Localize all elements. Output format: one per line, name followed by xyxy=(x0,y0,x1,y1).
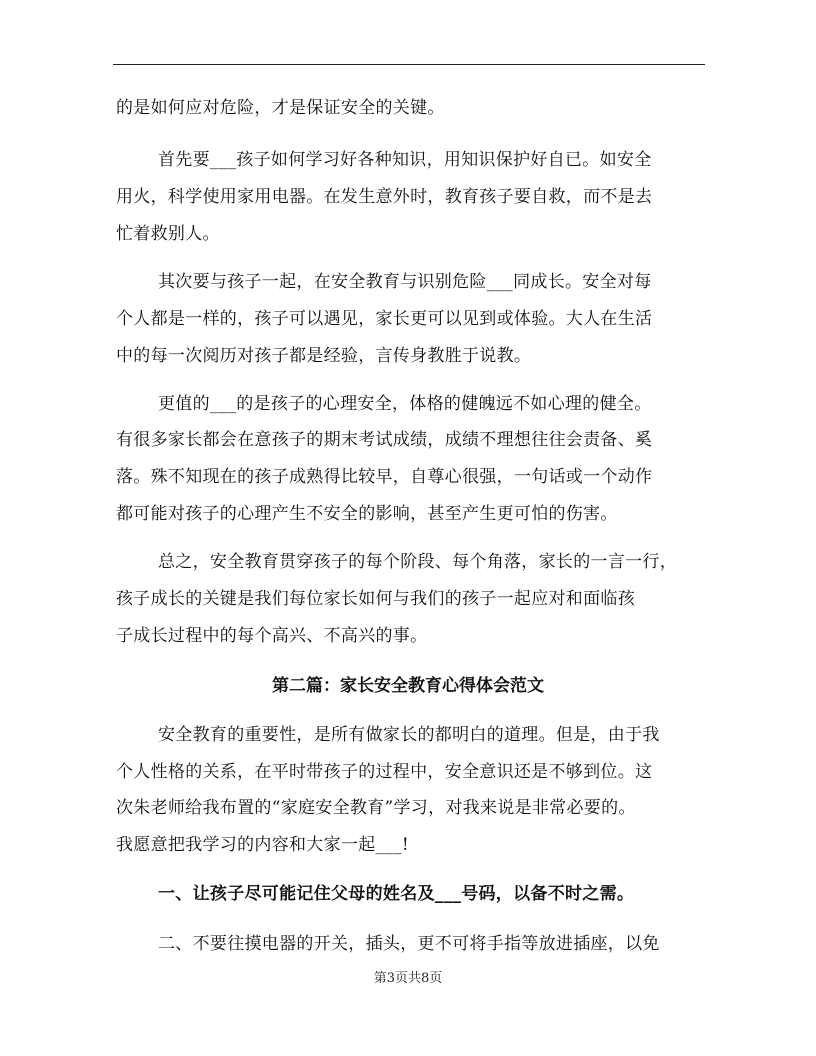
text-line: 孩子成长的关键是我们每位家长如何与我们的孩子一起应对和面临孩 xyxy=(116,589,635,609)
page-number: 第3页共8页 xyxy=(373,971,443,986)
list-item-bold: 一、让孩子尽可能记住父母的姓名及___号码，以备不时之需。 xyxy=(158,884,635,904)
text-line: 总之，安全教育贯穿孩子的每个阶段、每个角落，家长的一言一行， xyxy=(158,552,677,572)
list-item: 二、不要往摸电器的开关，插头，更不可将手指等放进插座，以免 xyxy=(158,934,660,954)
text-line: 次朱老师给我布置的“家庭安全教育”学习，对我来说是非常必要的。 xyxy=(116,798,636,818)
text-line: 落。殊不知现在的孩子成熟得比较早，自尊心很强，一句话或一个动作 xyxy=(116,467,653,487)
text-line: 更值的___的是孩子的心理安全，体格的健魄远不如心理的健全。 xyxy=(158,394,652,414)
text-line: 首先要___孩子如何学习好各种知识，用知识保护好自已。如安全 xyxy=(158,150,652,170)
text-line: 个人都是一样的，孩子可以遇见，家长更可以见到或体验。大人在生活 xyxy=(116,309,653,329)
section-heading: 第二篇：家长安全教育心得体会范文 xyxy=(272,676,544,696)
text-line: 我愿意把我学习的内容和大家一起___! xyxy=(116,835,410,855)
header-rule xyxy=(113,64,705,65)
text-line: 子成长过程中的每个高兴、不高兴的事。 xyxy=(116,626,428,646)
text-line: 安全教育的重要性，是所有做家长的都明白的道理。但是，由于我 xyxy=(158,725,660,745)
text-line: 的是如何应对危险，才是保证安全的关键。 xyxy=(116,98,445,118)
text-line: 都可能对孩子的心理产生不安全的影响，甚至产生更可怕的伤害。 xyxy=(116,504,618,524)
text-line: 其次要与孩子一起，在安全教育与识别危险___同成长。安全对每 xyxy=(158,272,652,292)
text-line: 忙着救别人。 xyxy=(116,224,220,244)
text-line: 用火，科学使用家用电器。在发生意外时，教育孩子要自救，而不是去 xyxy=(116,187,653,207)
text-line: 个人性格的关系，在平时带孩子的过程中，安全意识还是不够到位。这 xyxy=(116,762,653,782)
text-line: 中的每一次阅历对孩子都是经验，言传身教胜于说教。 xyxy=(116,346,532,366)
text-line: 有很多家长都会在意孩子的期末考试成绩，成绩不理想往往会责备、奚 xyxy=(116,430,653,450)
